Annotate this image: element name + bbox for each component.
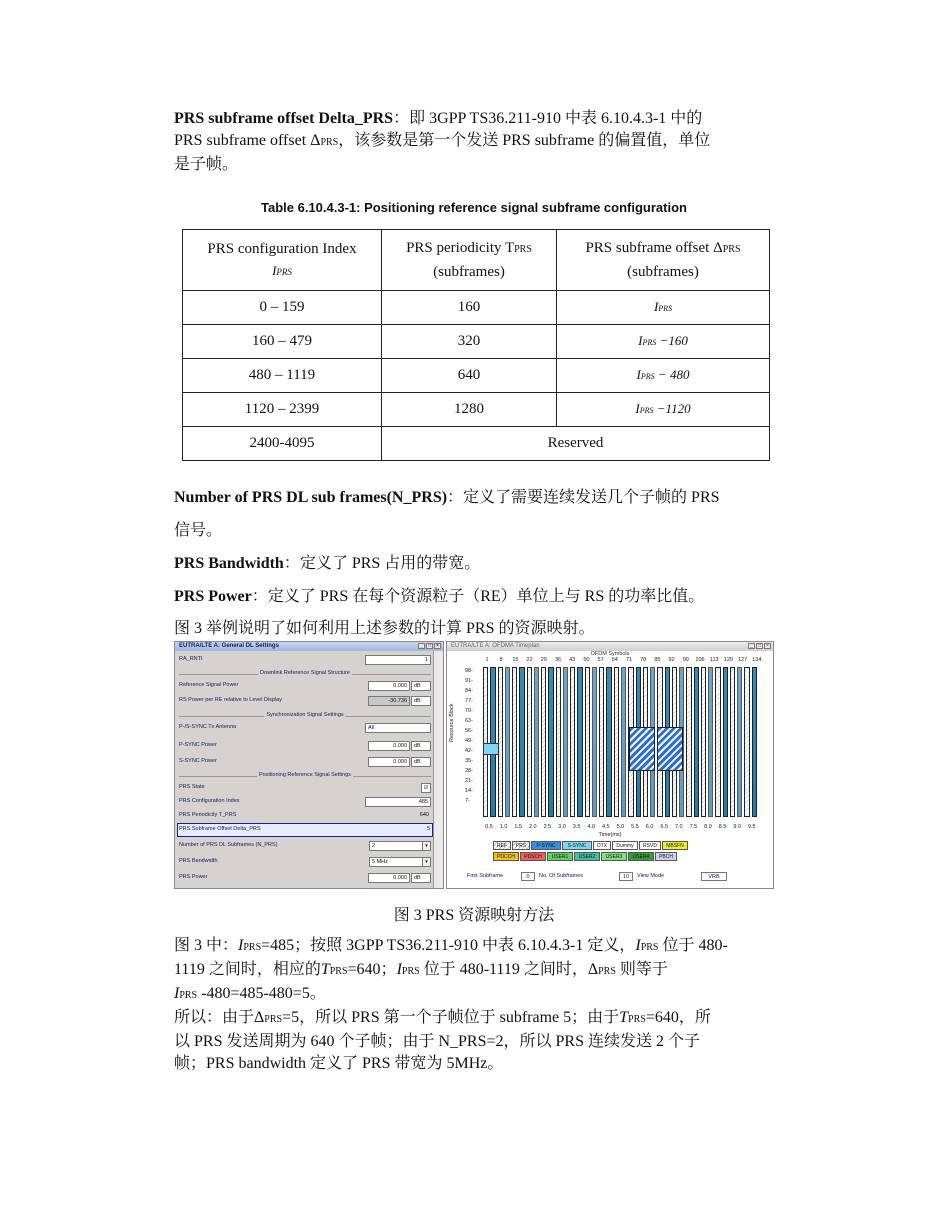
exp-l4sub2: PRS bbox=[628, 1014, 646, 1025]
chevron-down-icon[interactable]: ▾ bbox=[422, 857, 431, 867]
ref-power-row bbox=[179, 680, 431, 692]
fig-intro: 图 3 举例说明了如何利用上述参数的计算 PRS 的资源映射。 bbox=[174, 620, 595, 637]
ssync-power-label: S-SYNC Power bbox=[179, 758, 217, 764]
exp-l1sub: PRS bbox=[243, 942, 262, 953]
exp-l6: 帧；PRS bandwidth 定义了 PRS 带宽为 5MHz。 bbox=[174, 1055, 504, 1072]
symbol-column bbox=[744, 667, 749, 817]
exp-l2d: I bbox=[396, 961, 402, 978]
table-row bbox=[183, 427, 770, 461]
header-index-line2: I bbox=[272, 262, 277, 278]
exp-l2f: 则等于 bbox=[615, 961, 668, 978]
psync-ant-row bbox=[179, 722, 431, 734]
symbol-column bbox=[534, 667, 539, 817]
bw-text: ：定义了 PRS 占用的带宽。 bbox=[283, 555, 481, 572]
prs-nsub-row bbox=[179, 840, 431, 852]
symbol-column bbox=[498, 667, 503, 817]
prs-config-table bbox=[182, 229, 770, 461]
close-icon[interactable]: × bbox=[764, 643, 771, 649]
row-offset bbox=[557, 291, 770, 325]
prs-conf-input[interactable]: 485 bbox=[365, 797, 431, 807]
y-tick-label: 21- bbox=[465, 778, 473, 784]
offset-rest: − 480 bbox=[654, 367, 690, 382]
exp-l2c: =640； bbox=[347, 961, 397, 978]
header-period-sub: PRS bbox=[514, 244, 532, 255]
symbol-column bbox=[599, 667, 604, 817]
symbol-column bbox=[621, 667, 626, 817]
exp-l4sub: PRS bbox=[264, 1014, 283, 1025]
exp-l2b: T bbox=[320, 961, 330, 978]
maximize-icon[interactable]: □ bbox=[757, 643, 762, 649]
offset-sub: PRS bbox=[642, 338, 657, 347]
row-index: 0 – 159 bbox=[183, 291, 382, 325]
bottom-tick-label: 6.5 bbox=[660, 824, 669, 830]
table-row bbox=[183, 325, 770, 359]
rs-power-value: -30.736 bbox=[368, 696, 410, 706]
bottom-tick-label: 8.5 bbox=[718, 824, 727, 830]
exp-l2sub3: PRS bbox=[598, 966, 616, 977]
chevron-down-icon[interactable]: ▾ bbox=[422, 841, 431, 851]
top-tick-label: 78 bbox=[640, 657, 647, 663]
symbol-column bbox=[708, 667, 713, 817]
exp-l3b: -480=485-480=5。 bbox=[197, 985, 326, 1002]
top-axis-label: OFDM Symbols bbox=[590, 651, 630, 657]
prs-offset-label: PRS Subframe Offset Delta_PRS bbox=[179, 826, 261, 832]
bottom-tick-label: 9.0 bbox=[733, 824, 742, 830]
exp-l4d: =640，所 bbox=[645, 1009, 711, 1026]
top-tick-label: 92 bbox=[668, 657, 675, 663]
timeplan-title: EUTRA/LTE A: OFDMA Timeplan bbox=[451, 643, 540, 649]
top-axis-ticks bbox=[483, 657, 763, 665]
top-tick-label: 134 bbox=[752, 657, 762, 663]
nprs-text: ：定义了需要连续发送几个子帧的 PRS bbox=[447, 489, 720, 506]
psync-power-row bbox=[179, 740, 431, 752]
header-offset-sub: PRS bbox=[722, 244, 741, 255]
bottom-tick-label: 7.0 bbox=[674, 824, 683, 830]
ra-rnti-label: RA_RNTI bbox=[179, 656, 203, 662]
top-tick-label: 15 bbox=[512, 657, 519, 663]
section-sync-label: Synchronization Signal Settings bbox=[266, 712, 344, 718]
symbol-column bbox=[737, 667, 742, 817]
prs-bw-row bbox=[179, 856, 431, 868]
exp-l1a: 图 3 中： bbox=[174, 937, 239, 954]
nprs-paragraph bbox=[174, 481, 774, 547]
settings-scrollbar[interactable] bbox=[433, 651, 443, 888]
bottom-tick-label: 3.5 bbox=[572, 824, 581, 830]
legend-item: PBCH bbox=[655, 852, 677, 861]
symbol-column bbox=[752, 667, 757, 817]
section-dl-label: Downlink Reference Signal Structure bbox=[260, 670, 350, 676]
bottom-tick-label: 6.0 bbox=[645, 824, 654, 830]
symbol-column bbox=[606, 667, 611, 817]
prs-power-input[interactable]: 0.000 bbox=[368, 873, 410, 883]
pw-term: PRS Power bbox=[174, 588, 252, 605]
table-caption: Table 6.10.4.3-1: Positioning reference signal subframe configuration bbox=[261, 200, 687, 215]
prs-conf-label: PRS Configuration Index bbox=[179, 798, 240, 804]
prs-state-row bbox=[179, 782, 431, 794]
num-subframes-input[interactable]: 10 bbox=[619, 872, 633, 881]
prs-offset-row[interactable] bbox=[178, 824, 432, 836]
symbol-column bbox=[519, 667, 524, 817]
symbol-column bbox=[723, 667, 728, 817]
prs-power-label: PRS Power bbox=[179, 874, 208, 880]
symbol-column bbox=[541, 667, 546, 817]
header-index-line1: PRS configuration Index bbox=[207, 240, 357, 257]
exp-l2sub2: PRS bbox=[401, 966, 420, 977]
maximize-icon[interactable]: □ bbox=[427, 643, 432, 649]
bottom-tick-label: 4.0 bbox=[587, 824, 596, 830]
exp-l1d: I bbox=[635, 937, 641, 954]
symbol-column bbox=[614, 667, 619, 817]
section-prs-label: Positioning Reference Signal Settings bbox=[258, 772, 352, 778]
prs-block bbox=[629, 727, 655, 771]
intro-line3: 是子帧。 bbox=[174, 156, 239, 173]
figure-caption: 图 3 PRS 资源映射方法 bbox=[393, 907, 555, 924]
header-period bbox=[382, 230, 557, 291]
header-period-line2: (subframes) bbox=[433, 264, 505, 280]
ref-power-input[interactable]: 0.000 bbox=[368, 681, 410, 691]
ssync-power-row bbox=[179, 756, 431, 768]
ra-rnti-row bbox=[179, 654, 431, 666]
prs-nsub-select[interactable]: 2 bbox=[369, 841, 423, 851]
prs-bw-select[interactable]: 5 MHz bbox=[369, 857, 423, 867]
y-tick-label: 28- bbox=[465, 768, 473, 774]
top-tick-label: 127 bbox=[738, 657, 748, 663]
symbol-column bbox=[694, 667, 699, 817]
table-row bbox=[183, 291, 770, 325]
symbol-column bbox=[563, 667, 568, 817]
prs-power-unit[interactable]: dB bbox=[411, 873, 431, 883]
exp-l1b: I bbox=[238, 937, 244, 954]
symbol-column bbox=[490, 667, 495, 817]
symbol-column bbox=[556, 667, 561, 817]
num-subframes-label: No. Of Subframes bbox=[539, 873, 584, 879]
y-tick-label: 84- bbox=[465, 688, 473, 694]
prs-power-row bbox=[179, 872, 431, 884]
prs-bw-label: PRS Bandwidth bbox=[179, 858, 218, 864]
exp-l3sub: PRS bbox=[179, 990, 198, 1001]
intro-line1: ：即 3GPP TS36.211-910 中表 6.10.4.3-1 中的 bbox=[393, 110, 703, 127]
y-tick-label: 70- bbox=[465, 708, 473, 714]
symbol-column bbox=[701, 667, 706, 817]
offset-i: I bbox=[636, 367, 641, 382]
exp-l2sub: PRS bbox=[329, 966, 348, 977]
row-offset bbox=[557, 325, 770, 359]
row-index: 1120 – 2399 bbox=[183, 393, 382, 427]
symbol-column bbox=[686, 667, 691, 817]
ssync-power-unit[interactable]: dB bbox=[411, 757, 431, 767]
minimize-icon[interactable]: _ bbox=[418, 643, 425, 649]
header-period-line1: PRS periodicity T bbox=[406, 240, 515, 256]
power-paragraph bbox=[174, 580, 774, 613]
bottom-tick-label: 5.0 bbox=[616, 824, 625, 830]
row-offset bbox=[557, 359, 770, 393]
y-tick-label: 7- bbox=[465, 798, 470, 804]
ref-power-label: Reference Signal Power bbox=[179, 682, 239, 688]
table-row bbox=[183, 359, 770, 393]
legend-item: USER3 bbox=[601, 852, 627, 861]
offset-sub: PRS bbox=[639, 406, 654, 415]
legend-item: RSVD bbox=[639, 841, 661, 850]
symbol-column bbox=[548, 667, 553, 817]
offset-i: I bbox=[653, 299, 659, 314]
prs-period-row bbox=[179, 810, 431, 822]
row-reserved: Reserved bbox=[382, 427, 770, 461]
legend-item: USER1 bbox=[547, 852, 573, 861]
y-tick-label: 77- bbox=[465, 698, 473, 704]
legend-item: USER2 bbox=[574, 852, 600, 861]
prs-nsub-label: Number of PRS DL Subframes (N_PRS) bbox=[179, 842, 278, 848]
offset-i: I bbox=[635, 401, 640, 416]
view-mode-select[interactable]: VRB bbox=[701, 872, 727, 881]
bottom-tick-label: 5.5 bbox=[631, 824, 639, 830]
legend-item: PDCCH bbox=[493, 852, 519, 861]
top-tick-label: 85 bbox=[654, 657, 661, 663]
symbol-column bbox=[527, 667, 532, 817]
exp-l4b: =5，所以 PRS 第一个子帧位于 subframe 5；由于 bbox=[282, 1009, 620, 1026]
legend-item: MBSFN bbox=[662, 841, 688, 850]
intro-paragraph bbox=[174, 108, 774, 176]
row-period: 160 bbox=[382, 291, 557, 325]
offset-sub: PRS bbox=[640, 372, 655, 381]
header-index-sub: PRS bbox=[276, 266, 292, 277]
table-header-row bbox=[183, 230, 770, 291]
nprs-text2: 信号。 bbox=[174, 522, 223, 539]
y-tick-label: 91- bbox=[465, 678, 473, 684]
settings-titlebar bbox=[175, 642, 443, 651]
bottom-tick-label: 7.5 bbox=[689, 824, 698, 830]
row-period: 1280 bbox=[382, 393, 557, 427]
settings-title: EUTRA/LTE A: General DL Settings bbox=[179, 643, 279, 649]
y-tick-label: 63- bbox=[465, 718, 473, 724]
ra-rnti-input[interactable]: 1 bbox=[365, 655, 431, 665]
symbol-column bbox=[592, 667, 597, 817]
offset-sub: PRS bbox=[658, 304, 673, 313]
first-subframe-label: First Subframe bbox=[467, 873, 504, 879]
y-tick-label: 35- bbox=[465, 758, 473, 764]
bottom-tick-label: 3.0 bbox=[558, 824, 566, 830]
exp-l4a: 所以：由于Δ bbox=[174, 1009, 265, 1026]
header-offset-line1: PRS subframe offset Δ bbox=[585, 240, 723, 256]
bottom-tick-label: 1.5 bbox=[514, 824, 523, 830]
bw-term: PRS Bandwidth bbox=[174, 555, 284, 572]
y-axis-label: Resource Block bbox=[449, 703, 455, 742]
prs-state-label: PRS State bbox=[179, 784, 205, 790]
rs-power-unit[interactable]: dB bbox=[411, 696, 431, 706]
row-period: 640 bbox=[382, 359, 557, 393]
bottom-tick-label: 9.5 bbox=[747, 824, 756, 830]
exp-l1e: 位于 480- bbox=[658, 937, 728, 954]
intro-term: PRS subframe offset Delta_PRS bbox=[174, 110, 394, 127]
intro-line2a: PRS subframe offset Δ bbox=[174, 132, 321, 149]
timeplan-window bbox=[446, 641, 774, 889]
legend-item: PRS bbox=[512, 841, 530, 850]
timeplan-plot[interactable] bbox=[483, 667, 759, 817]
symbol-column bbox=[585, 667, 590, 817]
row-index: 160 – 479 bbox=[183, 325, 382, 359]
bottom-tick-label: 4.5 bbox=[601, 824, 610, 830]
prs-period-label: PRS Periodicity T_PRS bbox=[179, 812, 237, 818]
top-tick-label: 1 bbox=[485, 657, 489, 663]
row-period: 320 bbox=[382, 325, 557, 359]
legend-item: S-SYNC bbox=[562, 841, 592, 850]
figure-screenshot bbox=[174, 641, 774, 889]
symbol-column bbox=[483, 667, 488, 817]
y-tick-label: 49- bbox=[465, 738, 473, 744]
top-tick-label: 29 bbox=[540, 657, 547, 663]
header-offset bbox=[557, 230, 770, 291]
offset-i: I bbox=[638, 333, 643, 348]
bottom-tick-label: 2.5 bbox=[543, 824, 552, 830]
top-tick-label: 50 bbox=[583, 657, 590, 663]
y-tick-label: 14- bbox=[465, 788, 473, 794]
bottom-tick-label: 0.5 bbox=[485, 824, 493, 830]
top-tick-label: 64 bbox=[611, 657, 618, 663]
top-tick-label: 8 bbox=[499, 657, 503, 663]
exp-l1c: =485；按照 3GPP TS36.211-910 中表 6.10.4.3-1 定义， bbox=[261, 937, 636, 954]
top-tick-label: 71 bbox=[625, 657, 633, 663]
psync-block bbox=[483, 743, 499, 755]
y-tick-label: 56- bbox=[465, 728, 473, 734]
exp-l5: 以 PRS 发送周期为 640 个子帧；由于 N_PRS=2，所以 PRS 连续发送 2 个子 bbox=[174, 1033, 700, 1050]
legend-item: P-SYNC bbox=[531, 841, 561, 850]
symbol-column bbox=[570, 667, 575, 817]
minimize-icon[interactable]: _ bbox=[748, 643, 755, 649]
exp-l2e: 位于 480-1119 之间时，Δ bbox=[419, 961, 599, 978]
view-mode-label: View Mode bbox=[637, 873, 665, 879]
top-tick-label: 22 bbox=[526, 657, 533, 663]
close-icon[interactable]: × bbox=[434, 643, 441, 649]
ref-power-unit[interactable]: dB bbox=[411, 681, 431, 691]
x-axis-label: Time(ms) bbox=[598, 832, 622, 838]
offset-rest: −160 bbox=[656, 333, 688, 348]
psync-power-label: P-SYNC Power bbox=[179, 742, 217, 748]
prs-block bbox=[657, 727, 683, 771]
prs-period-value: 640 bbox=[419, 812, 429, 818]
rs-power-row bbox=[179, 695, 431, 707]
exp-l1sub2: PRS bbox=[640, 942, 659, 953]
legend-item: DTX bbox=[593, 841, 611, 850]
top-tick-label: 43 bbox=[569, 657, 576, 663]
intro-line2b: ，该参数是第一个发送 PRS subframe 的偏置值，单位 bbox=[338, 132, 711, 149]
psync-power-input[interactable]: 0.000 bbox=[368, 741, 410, 751]
row-offset bbox=[557, 393, 770, 427]
pw-text: ：定义了 PRS 在每个资源粒子（RE）单位上与 RS 的功率比值。 bbox=[251, 588, 705, 605]
explain-paragraph bbox=[174, 935, 774, 1075]
psync-ant-select[interactable]: All bbox=[365, 723, 431, 733]
table-row bbox=[183, 393, 770, 427]
settings-window bbox=[174, 641, 444, 889]
y-tick-label: 98- bbox=[465, 668, 473, 674]
ssync-power-input[interactable]: 0.000 bbox=[368, 757, 410, 767]
symbol-column bbox=[730, 667, 735, 817]
prs-conf-row bbox=[179, 796, 431, 808]
top-tick-label: 120 bbox=[723, 657, 733, 663]
psync-ant-label: P-/S-SYNC Tx Antenna bbox=[179, 724, 237, 730]
psync-power-unit[interactable]: dB bbox=[411, 741, 431, 751]
exp-l4c: T bbox=[619, 1009, 629, 1026]
bw-paragraph bbox=[174, 547, 774, 580]
legend-item: REF bbox=[493, 841, 511, 850]
row-index: 2400-4095 bbox=[183, 427, 382, 461]
legend-item: USER4 bbox=[628, 852, 654, 861]
symbol-column bbox=[505, 667, 510, 817]
row-index: 480 – 1119 bbox=[183, 359, 382, 393]
rs-power-label: RS Power per RE relative to Level Display bbox=[179, 697, 283, 703]
bottom-tick-label: 8.0 bbox=[704, 824, 712, 830]
symbol-column bbox=[512, 667, 517, 817]
prs-state-checkbox[interactable]: ☑ bbox=[421, 783, 431, 793]
bottom-tick-label: 2.0 bbox=[528, 824, 537, 830]
intro-line2-sub: PRS bbox=[320, 137, 339, 148]
exp-l3a: I bbox=[174, 985, 180, 1002]
top-tick-label: 106 bbox=[695, 657, 705, 663]
timeplan-titlebar bbox=[447, 642, 773, 651]
first-subframe-input[interactable]: 0 bbox=[521, 872, 535, 881]
bottom-tick-label: 1.0 bbox=[499, 824, 508, 830]
top-tick-label: 57 bbox=[597, 657, 604, 663]
header-index bbox=[183, 230, 382, 291]
symbol-column bbox=[715, 667, 720, 817]
header-offset-line2: (subframes) bbox=[627, 264, 699, 280]
top-tick-label: 36 bbox=[554, 657, 562, 663]
nprs-term: Number of PRS DL sub frames(N_PRS) bbox=[174, 489, 448, 506]
legend-item: Dummy bbox=[612, 841, 638, 850]
top-tick-label: 99 bbox=[682, 657, 689, 663]
prs-offset-value: 5 bbox=[426, 826, 430, 832]
symbol-column bbox=[577, 667, 582, 817]
offset-rest: −1120 bbox=[653, 401, 691, 416]
legend-item: PDSCH bbox=[520, 852, 546, 861]
exp-l2a: 1119 之间时，相应的 bbox=[174, 961, 321, 978]
y-tick-label: 42- bbox=[465, 748, 473, 754]
top-tick-label: 113 bbox=[709, 657, 719, 663]
